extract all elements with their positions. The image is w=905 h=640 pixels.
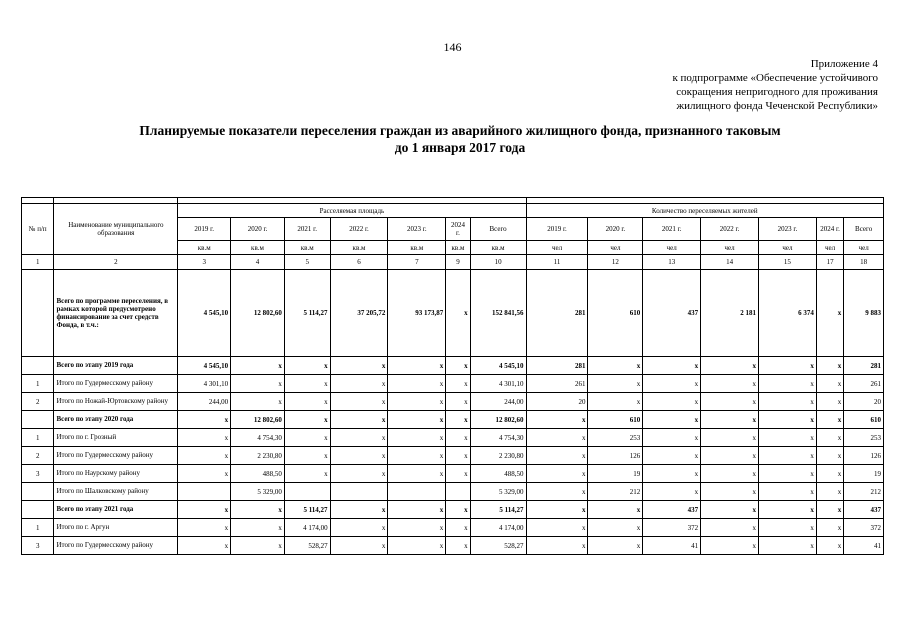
value-cell: x bbox=[388, 447, 446, 465]
value-cell bbox=[330, 483, 388, 501]
row-name-cell: Итого по Гудермесскому району bbox=[54, 375, 178, 393]
column-number-cell: 18 bbox=[844, 255, 884, 270]
value-cell: x bbox=[231, 501, 285, 519]
value-cell: x bbox=[330, 357, 388, 375]
appendix-line: жилищного фонда Чеченской Республики» bbox=[676, 100, 878, 112]
col-header-name: Наименование муниципального образования bbox=[54, 204, 178, 255]
value-cell: 4 754,30 bbox=[470, 429, 526, 447]
value-cell: x bbox=[178, 537, 231, 555]
row-name-cell: Всего по программе переселения, в рамках которой предусмотрено финансирование за счет средств Фонда, в т.ч.: bbox=[54, 270, 178, 357]
value-cell: x bbox=[701, 465, 759, 483]
value-cell: x bbox=[701, 393, 759, 411]
table-row bbox=[22, 519, 884, 537]
value-cell: x bbox=[759, 393, 817, 411]
row-number-cell: 1 bbox=[22, 519, 54, 537]
column-number-cell: 9 bbox=[446, 255, 470, 270]
row-number-cell: 3 bbox=[22, 465, 54, 483]
value-cell: x bbox=[759, 357, 817, 375]
value-cell: x bbox=[759, 483, 817, 501]
col-group-area: Расселяемая площадь bbox=[178, 204, 526, 218]
value-cell: x bbox=[816, 519, 843, 537]
value-cell: x bbox=[388, 375, 446, 393]
value-cell: x bbox=[388, 465, 446, 483]
value-cell: 281 bbox=[526, 270, 588, 357]
value-cell: 5 329,00 bbox=[470, 483, 526, 501]
value-cell: x bbox=[526, 429, 588, 447]
col-unit-area: кв.м bbox=[330, 241, 388, 255]
col-header-area-year: 2019 г. bbox=[178, 218, 231, 241]
col-unit-people: чел bbox=[816, 241, 843, 255]
col-header-area-year: 2022 г. bbox=[330, 218, 388, 241]
row-number-cell bbox=[22, 501, 54, 519]
value-cell: 212 bbox=[844, 483, 884, 501]
value-cell: 437 bbox=[643, 501, 701, 519]
value-cell: x bbox=[701, 501, 759, 519]
value-cell: 261 bbox=[844, 375, 884, 393]
col-header-people-year: 2019 г. bbox=[526, 218, 588, 241]
value-cell: x bbox=[446, 519, 470, 537]
value-cell: x bbox=[446, 447, 470, 465]
value-cell: x bbox=[588, 537, 643, 555]
col-header-area-year: 2020 г. bbox=[231, 218, 285, 241]
column-number-cell: 11 bbox=[526, 255, 588, 270]
value-cell: x bbox=[330, 411, 388, 429]
table-header-column-numbers bbox=[22, 255, 884, 270]
value-cell: 261 bbox=[526, 375, 588, 393]
value-cell: x bbox=[643, 393, 701, 411]
value-cell: x bbox=[588, 393, 643, 411]
col-header-people-year: 2023 г. bbox=[759, 218, 817, 241]
row-number-cell: 2 bbox=[22, 447, 54, 465]
value-cell: x bbox=[446, 501, 470, 519]
col-unit-people: чел bbox=[526, 241, 588, 255]
value-cell: 244,00 bbox=[178, 393, 231, 411]
value-cell bbox=[446, 483, 470, 501]
appendix-line: к подпрограмме «Обеспечение устойчивого bbox=[672, 72, 878, 84]
value-cell: 4 174,00 bbox=[470, 519, 526, 537]
value-cell: 20 bbox=[526, 393, 588, 411]
column-number-cell: 13 bbox=[643, 255, 701, 270]
page-number: 146 bbox=[443, 40, 462, 54]
value-cell: x bbox=[759, 519, 817, 537]
value-cell: 528,27 bbox=[284, 537, 330, 555]
value-cell: x bbox=[284, 411, 330, 429]
col-header-people-year: 2022 г. bbox=[701, 218, 759, 241]
title-line: Планируемые показатели переселения граждан из аварийного жилищного фонда, признанного таковым bbox=[139, 123, 781, 138]
table-row bbox=[22, 483, 884, 501]
column-number-cell: 1 bbox=[22, 255, 54, 270]
value-cell: x bbox=[388, 537, 446, 555]
value-cell: x bbox=[178, 501, 231, 519]
value-cell: x bbox=[701, 537, 759, 555]
value-cell: 281 bbox=[526, 357, 588, 375]
column-number-cell: 2 bbox=[54, 255, 178, 270]
value-cell: 5 114,27 bbox=[470, 501, 526, 519]
appendix-line: сокращения непригодного для проживания bbox=[676, 86, 878, 98]
row-number-cell: 1 bbox=[22, 429, 54, 447]
value-cell: x bbox=[330, 465, 388, 483]
col-unit-people: чел bbox=[844, 241, 884, 255]
value-cell: 9 883 bbox=[844, 270, 884, 357]
value-cell: x bbox=[643, 447, 701, 465]
row-number-cell bbox=[22, 411, 54, 429]
value-cell: x bbox=[284, 429, 330, 447]
value-cell: x bbox=[231, 375, 285, 393]
value-cell: 12 802,60 bbox=[470, 411, 526, 429]
value-cell: x bbox=[446, 429, 470, 447]
row-name-cell: Итого по Гудермесскому району bbox=[54, 537, 178, 555]
value-cell: 126 bbox=[588, 447, 643, 465]
value-cell: x bbox=[816, 393, 843, 411]
value-cell: x bbox=[816, 375, 843, 393]
value-cell: x bbox=[816, 357, 843, 375]
row-name-cell: Итого по г. Аргун bbox=[54, 519, 178, 537]
row-number-cell bbox=[22, 270, 54, 357]
column-number-cell: 7 bbox=[388, 255, 446, 270]
col-header-people-year: 2024 г. bbox=[816, 218, 843, 241]
value-cell: x bbox=[816, 465, 843, 483]
value-cell: x bbox=[330, 375, 388, 393]
value-cell: x bbox=[701, 411, 759, 429]
value-cell: 152 841,56 bbox=[470, 270, 526, 357]
col-unit-area: кв.м bbox=[178, 241, 231, 255]
value-cell: 126 bbox=[844, 447, 884, 465]
value-cell bbox=[178, 483, 231, 501]
value-cell: x bbox=[446, 465, 470, 483]
value-cell: 6 374 bbox=[759, 270, 817, 357]
col-unit-area: кв.м bbox=[284, 241, 330, 255]
value-cell: 372 bbox=[844, 519, 884, 537]
value-cell: x bbox=[446, 393, 470, 411]
col-group-people: Количество переселяемых жителей bbox=[526, 204, 883, 218]
value-cell: 528,27 bbox=[470, 537, 526, 555]
value-cell: x bbox=[588, 375, 643, 393]
value-cell: x bbox=[446, 270, 470, 357]
value-cell: x bbox=[231, 393, 285, 411]
value-cell: x bbox=[526, 537, 588, 555]
row-number-cell bbox=[22, 357, 54, 375]
value-cell: 2 181 bbox=[701, 270, 759, 357]
value-cell: x bbox=[284, 447, 330, 465]
value-cell: x bbox=[526, 501, 588, 519]
value-cell: 5 114,27 bbox=[284, 270, 330, 357]
document-title bbox=[60, 122, 860, 156]
value-cell: x bbox=[816, 501, 843, 519]
value-cell: 437 bbox=[844, 501, 884, 519]
value-cell: x bbox=[284, 465, 330, 483]
value-cell: 4 174,00 bbox=[284, 519, 330, 537]
value-cell: 5 114,27 bbox=[284, 501, 330, 519]
value-cell: 4 545,10 bbox=[178, 357, 231, 375]
value-cell: x bbox=[643, 357, 701, 375]
value-cell: 4 545,10 bbox=[470, 357, 526, 375]
column-number-cell: 15 bbox=[759, 255, 817, 270]
value-cell: x bbox=[330, 429, 388, 447]
value-cell: x bbox=[178, 411, 231, 429]
row-number-cell: 2 bbox=[22, 393, 54, 411]
value-cell: 610 bbox=[844, 411, 884, 429]
value-cell: x bbox=[526, 411, 588, 429]
value-cell: 93 173,87 bbox=[388, 270, 446, 357]
value-cell: x bbox=[330, 393, 388, 411]
value-cell: x bbox=[701, 519, 759, 537]
value-cell: 610 bbox=[588, 411, 643, 429]
value-cell: x bbox=[816, 483, 843, 501]
table-row bbox=[22, 501, 884, 519]
row-number-cell: 1 bbox=[22, 375, 54, 393]
col-header-num: № п/п bbox=[22, 204, 54, 255]
value-cell: 41 bbox=[844, 537, 884, 555]
value-cell: x bbox=[526, 465, 588, 483]
col-header-area-year: Всего bbox=[470, 218, 526, 241]
value-cell: 4 545,10 bbox=[178, 270, 231, 357]
value-cell: x bbox=[759, 411, 817, 429]
value-cell: x bbox=[816, 270, 843, 357]
value-cell: 212 bbox=[588, 483, 643, 501]
table-row bbox=[22, 429, 884, 447]
value-cell: x bbox=[759, 465, 817, 483]
value-cell: 37 205,72 bbox=[330, 270, 388, 357]
value-cell: x bbox=[178, 519, 231, 537]
value-cell: 19 bbox=[844, 465, 884, 483]
value-cell bbox=[284, 483, 330, 501]
value-cell: x bbox=[330, 519, 388, 537]
value-cell: x bbox=[643, 429, 701, 447]
value-cell: 5 329,00 bbox=[231, 483, 285, 501]
col-unit-people: чел bbox=[759, 241, 817, 255]
value-cell: x bbox=[643, 375, 701, 393]
table-row bbox=[22, 465, 884, 483]
value-cell bbox=[388, 483, 446, 501]
column-number-cell: 3 bbox=[178, 255, 231, 270]
value-cell: x bbox=[284, 375, 330, 393]
value-cell: 4 301,10 bbox=[470, 375, 526, 393]
value-cell: x bbox=[701, 429, 759, 447]
value-cell: x bbox=[330, 447, 388, 465]
value-cell: x bbox=[178, 429, 231, 447]
value-cell: x bbox=[388, 429, 446, 447]
col-header-people-year: 2021 г. bbox=[643, 218, 701, 241]
value-cell: 20 bbox=[844, 393, 884, 411]
row-name-cell: Итого по Ножай-Юртовскому району bbox=[54, 393, 178, 411]
value-cell: x bbox=[446, 375, 470, 393]
table-row bbox=[22, 375, 884, 393]
value-cell: x bbox=[588, 501, 643, 519]
table-row bbox=[22, 537, 884, 555]
row-name-cell: Всего по этапу 2019 года bbox=[54, 357, 178, 375]
value-cell: x bbox=[446, 357, 470, 375]
value-cell: x bbox=[178, 465, 231, 483]
value-cell: x bbox=[816, 447, 843, 465]
table-row bbox=[22, 270, 884, 357]
value-cell: x bbox=[178, 447, 231, 465]
value-cell: 244,00 bbox=[470, 393, 526, 411]
value-cell: x bbox=[526, 447, 588, 465]
value-cell: x bbox=[388, 393, 446, 411]
table-row bbox=[22, 357, 884, 375]
value-cell: x bbox=[759, 447, 817, 465]
value-cell: x bbox=[330, 501, 388, 519]
value-cell: x bbox=[330, 537, 388, 555]
value-cell: 19 bbox=[588, 465, 643, 483]
value-cell: x bbox=[588, 357, 643, 375]
value-cell: x bbox=[231, 519, 285, 537]
value-cell: x bbox=[759, 375, 817, 393]
resettlement-table bbox=[21, 197, 884, 555]
column-number-cell: 4 bbox=[231, 255, 285, 270]
value-cell: x bbox=[588, 519, 643, 537]
column-number-cell: 12 bbox=[588, 255, 643, 270]
table-row bbox=[22, 393, 884, 411]
value-cell: 2 230,80 bbox=[470, 447, 526, 465]
row-name-cell: Итого по Гудермесскому району bbox=[54, 447, 178, 465]
value-cell: 4 301,10 bbox=[178, 375, 231, 393]
value-cell: x bbox=[759, 429, 817, 447]
table-row bbox=[22, 447, 884, 465]
col-unit-people: чел bbox=[701, 241, 759, 255]
col-unit-people: чел bbox=[588, 241, 643, 255]
row-name-cell: Всего по этапу 2020 года bbox=[54, 411, 178, 429]
value-cell: 12 802,60 bbox=[231, 411, 285, 429]
row-number-cell: 3 bbox=[22, 537, 54, 555]
value-cell: x bbox=[231, 357, 285, 375]
column-number-cell: 6 bbox=[330, 255, 388, 270]
value-cell: x bbox=[643, 411, 701, 429]
col-header-people-year: Всего bbox=[844, 218, 884, 241]
value-cell: x bbox=[643, 483, 701, 501]
value-cell: x bbox=[701, 357, 759, 375]
value-cell: 253 bbox=[844, 429, 884, 447]
value-cell: 41 bbox=[643, 537, 701, 555]
value-cell: x bbox=[388, 501, 446, 519]
value-cell: x bbox=[701, 447, 759, 465]
value-cell: 488,50 bbox=[470, 465, 526, 483]
value-cell: 281 bbox=[844, 357, 884, 375]
row-name-cell: Итого по Наурскому району bbox=[54, 465, 178, 483]
value-cell: x bbox=[816, 411, 843, 429]
value-cell: 610 bbox=[588, 270, 643, 357]
col-unit-area: кв.м bbox=[231, 241, 285, 255]
col-unit-people: чел bbox=[643, 241, 701, 255]
value-cell: x bbox=[759, 501, 817, 519]
value-cell: x bbox=[388, 411, 446, 429]
value-cell: 4 754,30 bbox=[231, 429, 285, 447]
value-cell: x bbox=[388, 357, 446, 375]
row-name-cell: Итого по г. Грозный bbox=[54, 429, 178, 447]
col-header-people-year: 2020 г. bbox=[588, 218, 643, 241]
col-header-area-year: 2023 г. bbox=[388, 218, 446, 241]
value-cell: 437 bbox=[643, 270, 701, 357]
value-cell: x bbox=[526, 519, 588, 537]
appendix-note bbox=[672, 57, 878, 113]
value-cell: x bbox=[388, 519, 446, 537]
value-cell: x bbox=[526, 483, 588, 501]
value-cell: x bbox=[701, 483, 759, 501]
col-unit-area: кв.м bbox=[470, 241, 526, 255]
row-number-cell bbox=[22, 483, 54, 501]
col-header-area-year: 2021 г. bbox=[284, 218, 330, 241]
value-cell: x bbox=[284, 393, 330, 411]
value-cell: 372 bbox=[643, 519, 701, 537]
col-unit-area: кв.м bbox=[388, 241, 446, 255]
column-number-cell: 5 bbox=[284, 255, 330, 270]
table-header-row-1 bbox=[22, 204, 884, 218]
value-cell: 253 bbox=[588, 429, 643, 447]
value-cell: x bbox=[759, 537, 817, 555]
column-number-cell: 17 bbox=[816, 255, 843, 270]
value-cell: 12 802,60 bbox=[231, 270, 285, 357]
column-number-cell: 10 bbox=[470, 255, 526, 270]
value-cell: x bbox=[446, 411, 470, 429]
appendix-line: Приложение 4 bbox=[810, 58, 878, 70]
value-cell: x bbox=[816, 429, 843, 447]
value-cell: x bbox=[446, 537, 470, 555]
value-cell: x bbox=[231, 537, 285, 555]
value-cell: x bbox=[701, 375, 759, 393]
row-name-cell: Всего по этапу 2021 года bbox=[54, 501, 178, 519]
value-cell: x bbox=[643, 465, 701, 483]
column-number-cell: 14 bbox=[701, 255, 759, 270]
row-name-cell: Итого по Шалковскому району bbox=[54, 483, 178, 501]
title-line: до 1 января 2017 года bbox=[394, 140, 526, 155]
value-cell: 488,50 bbox=[231, 465, 285, 483]
value-cell: x bbox=[816, 537, 843, 555]
table-row bbox=[22, 411, 884, 429]
value-cell: 2 230,80 bbox=[231, 447, 285, 465]
col-unit-area: кв.м bbox=[446, 241, 470, 255]
col-header-area-year: 2024 г. bbox=[446, 218, 470, 241]
value-cell: x bbox=[284, 357, 330, 375]
